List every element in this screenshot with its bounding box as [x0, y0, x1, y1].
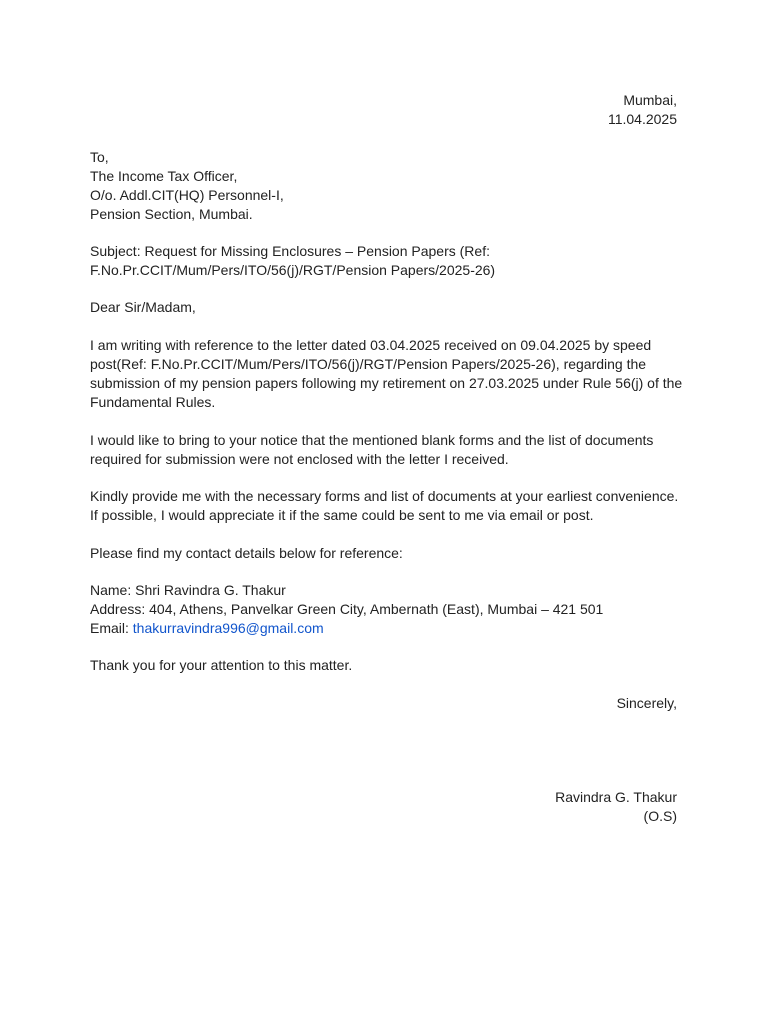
paragraph-line: I would like to bring to your notice that the mentioned blank forms and the list of documents — [90, 432, 654, 448]
contact-email-row — [90, 619, 685, 638]
paragraph-line: submission of my pension papers following my retirement on 27.03.2025 under Rule 56(j) of the — [90, 375, 683, 391]
paragraph-line: required for submission were not enclosed with the letter I received. — [90, 451, 509, 467]
recipient-line-2: O/o. Addl.CIT(HQ) Personnel-I, — [90, 187, 284, 203]
body-paragraph-3 — [90, 487, 685, 525]
salutation-text: Dear Sir/Madam, — [90, 299, 196, 315]
paragraph-line: I am writing with reference to the letter dated 03.04.2025 received on 09.04.2025 by speed — [90, 337, 652, 353]
closing-block — [617, 694, 677, 713]
thanks-text: Thank you for your attention to this matter. — [90, 657, 353, 673]
contact-block — [90, 581, 685, 638]
body-paragraph-4 — [90, 544, 685, 563]
body-paragraph-2 — [90, 431, 685, 469]
letter-header — [608, 91, 677, 129]
subject-block — [90, 242, 685, 280]
signatory-designation: (O.S) — [643, 808, 677, 824]
recipient-to: To, — [90, 149, 109, 165]
recipient-line-3: Pension Section, Mumbai. — [90, 206, 253, 222]
body-paragraph-1 — [90, 336, 685, 412]
contact-name: Name: Shri Ravindra G. Thakur — [90, 582, 286, 598]
subject-line-1: Subject: Request for Missing Enclosures – Pension Papers (Ref: — [90, 243, 490, 259]
paragraph-line: If possible, I would appreciate it if the same could be sent to me via email or post. — [90, 507, 594, 523]
paragraph-line: Kindly provide me with the necessary forms and list of documents at your earliest convenience. — [90, 488, 679, 504]
header-city: Mumbai, — [623, 92, 677, 108]
signatory-name: Ravindra G. Thakur — [555, 789, 677, 805]
header-date: 11.04.2025 — [607, 111, 677, 127]
paragraph-line: Please find my contact details below for reference: — [90, 545, 403, 561]
paragraph-line: post(Ref: F.No.Pr.CCIT/Mum/Pers/ITO/56(j)/RGT/Pension Papers/2025-26), regarding the — [90, 356, 647, 372]
contact-address: Address: 404, Athens, Panvelkar Green City, Ambernath (East), Mumbai – 421 501 — [90, 601, 604, 617]
recipient-block — [90, 148, 685, 224]
closing-sincerely: Sincerely, — [616, 695, 677, 711]
contact-email-label: Email: — [90, 620, 133, 636]
email-link[interactable]: thakurravindra996@gmail.com — [132, 620, 324, 636]
paragraph-line: Fundamental Rules. — [90, 394, 216, 410]
recipient-line-1: The Income Tax Officer, — [90, 168, 238, 184]
thanks-line — [90, 656, 685, 675]
signatory-block — [555, 788, 677, 826]
salutation — [90, 298, 685, 317]
subject-line-2: F.No.Pr.CCIT/Mum/Pers/ITO/56(j)/RGT/Pension Papers/2025-26) — [90, 262, 496, 278]
